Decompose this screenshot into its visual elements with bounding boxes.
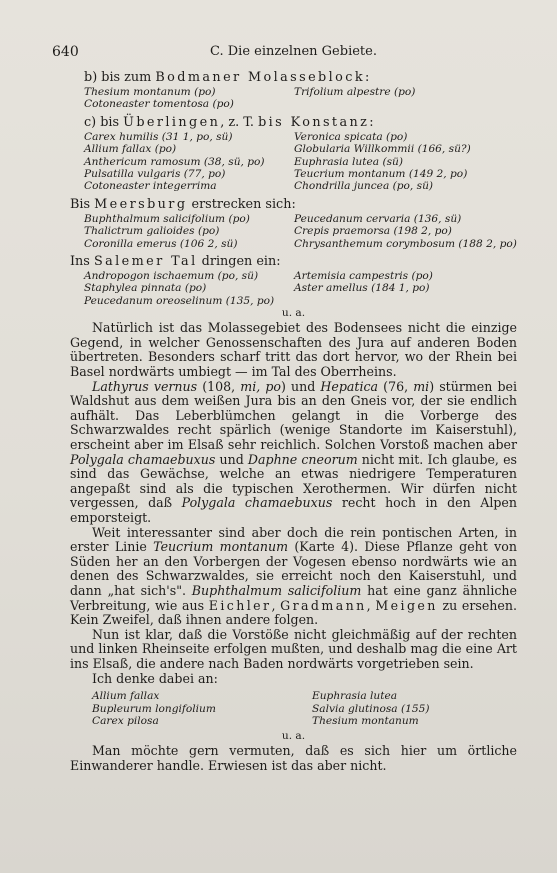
list-item: Globularia Willkommii (166, sü?) <box>294 143 471 156</box>
list-item: Buphthalmum salicifolium (po) <box>84 212 250 225</box>
plant-list-b <box>84 86 517 111</box>
list-item: Cotoneaster integerrima <box>84 180 217 193</box>
list-item: Allium fallax (po) <box>84 143 177 156</box>
list-item: Chondrilla juncea (po, sü) <box>294 180 434 193</box>
paragraph: Natürlich ist das Molassegebiet des Bodensees nicht die einzige Gegend, in welcher Genossenschaften des Jura auf anderen Boden übertreten. Besonders scharf tritt das dort hervor, wo der Rhein bei Basel nordwärts umbiegt — im Tal des Oberrheins. <box>70 320 517 380</box>
list-item: Carex pilosa <box>92 714 159 727</box>
list-item: Artemisia campestris (po) <box>294 270 433 283</box>
page-header <box>52 38 517 60</box>
plant-list-final <box>92 690 517 727</box>
body-text <box>70 321 517 686</box>
paragraph: Nun ist klar, daß die Vorstöße nicht gleichmäßig auf der rechten und linken Rheinseite erfolgen mußten, und deshalb mag die eine Art ins Elsaß, die andere nach Baden nordwärts vorgetrieben sein. <box>70 626 517 671</box>
list-item: Crepis praemorsa (198 2, po) <box>294 225 452 238</box>
list-item: Andropogon ischaemum (po, sü) <box>84 270 259 283</box>
paragraph: Lathyrus vernus (108, mi, po) und Hepatica (76, mi) stürmen bei Waldshut aus dem weißen Jura bis an den Gneis vor, der sie endlich aufhält. Das Leberblümchen gelangt in die Vorberge des Schwarzwaldes recht spärlich (wenige Standorte im Kaiserstuhl), erscheint aber im Elsaß sehr reichlich. Solchen Vorstoß machen aber Polygala chamaebuxus und Daphne cneorum nicht mit. Ich glaube, es sind das Gewächse, welche an etwas niedrigere Temperaturen angepaßt sind als die typischen Xerothermen. Wir dürfen nicht vergessen, daß Polygala chamaebuxus recht hoch in den Alpen emporsteigt. <box>70 378 517 525</box>
section-salem-lead: Ins Salemer Tal dringen ein: <box>70 254 281 270</box>
list-item: Staphylea pinnata (po) <box>84 282 207 295</box>
list-item: Teucrium montanum (149 2, po) <box>294 168 468 181</box>
list-item: Thesium montanum <box>312 714 419 727</box>
list-item: Carex humilis (31 1, po, sü) <box>84 130 233 143</box>
paragraph: Ich denke dabei an: <box>92 670 218 686</box>
running-title: C. Die einzelnen Gebiete. <box>210 44 377 59</box>
list-item: Peucedanum cervaria (136, sü) <box>294 212 462 225</box>
list-item: Trifolium alpestre (po) <box>294 86 416 98</box>
list-item: Euphrasia lutea <box>312 690 398 703</box>
section-b-lead: b) bis zum Bodmaner Molasseblock: <box>84 70 370 85</box>
list-item: Aster amellus (184 1, po) <box>294 282 430 295</box>
plant-list-c <box>84 131 517 193</box>
list-item: Allium fallax <box>92 690 160 703</box>
list-item: Thesium montanum (po) <box>84 86 216 98</box>
section-meersburg <box>70 197 517 250</box>
section-c-lead: c) bis Überlingen, z. T. bis Konstanz: <box>84 114 374 130</box>
list-item: Cotoneaster tomentosa (po) <box>84 98 234 111</box>
ua-note: u. a. <box>281 730 306 743</box>
list-item: Euphrasia lutea (sü) <box>294 155 403 168</box>
paragraph: Man möchte gern vermuten, daß es sich hier um örtliche Einwanderer handle. Erwiesen ist das aber nicht. <box>70 743 517 773</box>
ua-note: u. a. <box>281 307 306 320</box>
list-item: Coronilla emerus (106 2, sü) <box>84 237 238 250</box>
list-item: Chrysanthemum corymbosum (188 2, po) <box>294 237 517 250</box>
body-text-end <box>70 744 517 773</box>
list-item: Thalictrum galioides (po) <box>84 225 220 238</box>
section-salem <box>70 254 517 307</box>
list-item: Veronica spicata (po) <box>294 130 408 143</box>
list-item: Salvia glutinosa (155) <box>312 702 430 715</box>
paragraph: Weit interessanter sind aber doch die rein pontischen Arten, in erster Linie Teucrium montanum (Karte 4). Diese Pflanze geht von Süden her an den Vorbergen der Vogesen ebenso nordwärts wie an denen des Schwarzwaldes, sie erreicht noch den Kaiserstuhl, und dann „hat sich's". Buphthalmum salicifolium hat eine ganz ähnliche Verbreitung, wie aus Eichler, Gradmann, Meigen zu ersehen. Kein Zweifel, daß ihnen andere folgen. <box>70 524 517 628</box>
list-item: Anthericum ramosum (38, sü, po) <box>84 155 265 168</box>
list-item: Peucedanum oreoselinum (135, po) <box>84 294 275 307</box>
section-c <box>84 115 517 193</box>
section-meersburg-lead: Bis Meersburg erstrecken sich: <box>70 196 296 212</box>
plant-list-meersburg <box>84 213 517 250</box>
list-item: Bupleurum longifolium <box>92 702 216 715</box>
list-item: Pulsatilla vulgaris (77, po) <box>84 168 226 181</box>
plant-list-salem <box>84 270 517 307</box>
section-b <box>84 70 517 111</box>
page-number: 640 <box>52 44 79 60</box>
